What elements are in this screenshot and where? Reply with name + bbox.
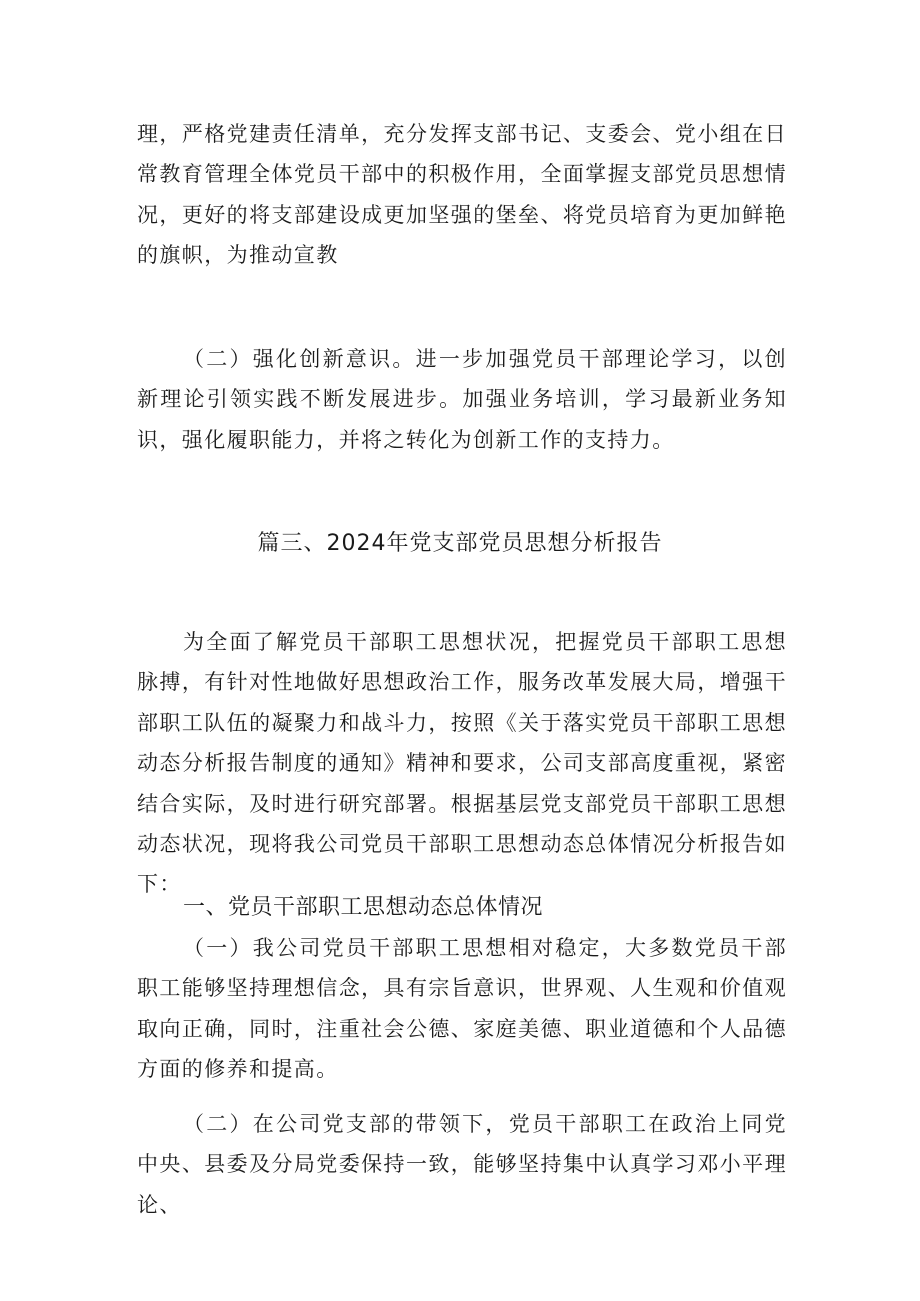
paragraph-innovation: （二）强化创新意识。进一步加强党员干部理论学习，以创新理论引领实践不断发展进步。加强业务培训，学习最新业务知识，强化履职能力，并将之转化为创新工作的支持力。: [137, 347, 787, 452]
paragraph-continuation: 理，严格党建责任清单，充分发挥支部书记、支委会、党小组在日常教育管理全体党员干部中的积极作用，全面掌握支部党员思想情况，更好的将支部建设成更加坚强的堡垒、将党员培育为更加鲜艳的旗帜，为推动宣教: [137, 122, 787, 268]
paragraph-item-1: （一）我公司党员干部职工思想相对稳定，大多数党员干部职工能够坚持理想信念，具有宗旨意识，世界观、人生观和价值观取向正确，同时，注重社会公德、家庭美德、职业道德和个人品德方面的修养和提高。: [137, 936, 787, 1082]
paragraph-item-2: （二）在公司党支部的带领下，党员干部职工在政治上同党中央、县委及分局党委保持一致，能够坚持集中认真学习邓小平理论、: [137, 1112, 787, 1217]
section-title: 篇三、2024年党支部党员思想分析报告: [257, 531, 663, 556]
paragraph-intro: 为全面了解党员干部职工思想状况，把握党员干部职工思想脉搏，有针对性地做好思想政治工作，服务改革发展大局，增强干部职工队伍的凝聚力和战斗力，按照《关于落实党员干部职工思想动态分析报告制度的通知》精神和要求，公司支部高度重视，紧密结合实际，及时进行研究部署。根据基层党支部党员干部职工思想动态状况，现将我公司党员干部职工思想动态总体情况分析报告如下：: [137, 630, 787, 897]
heading-overall-situation: 一、党员干部职工思想动态总体情况: [183, 895, 544, 920]
